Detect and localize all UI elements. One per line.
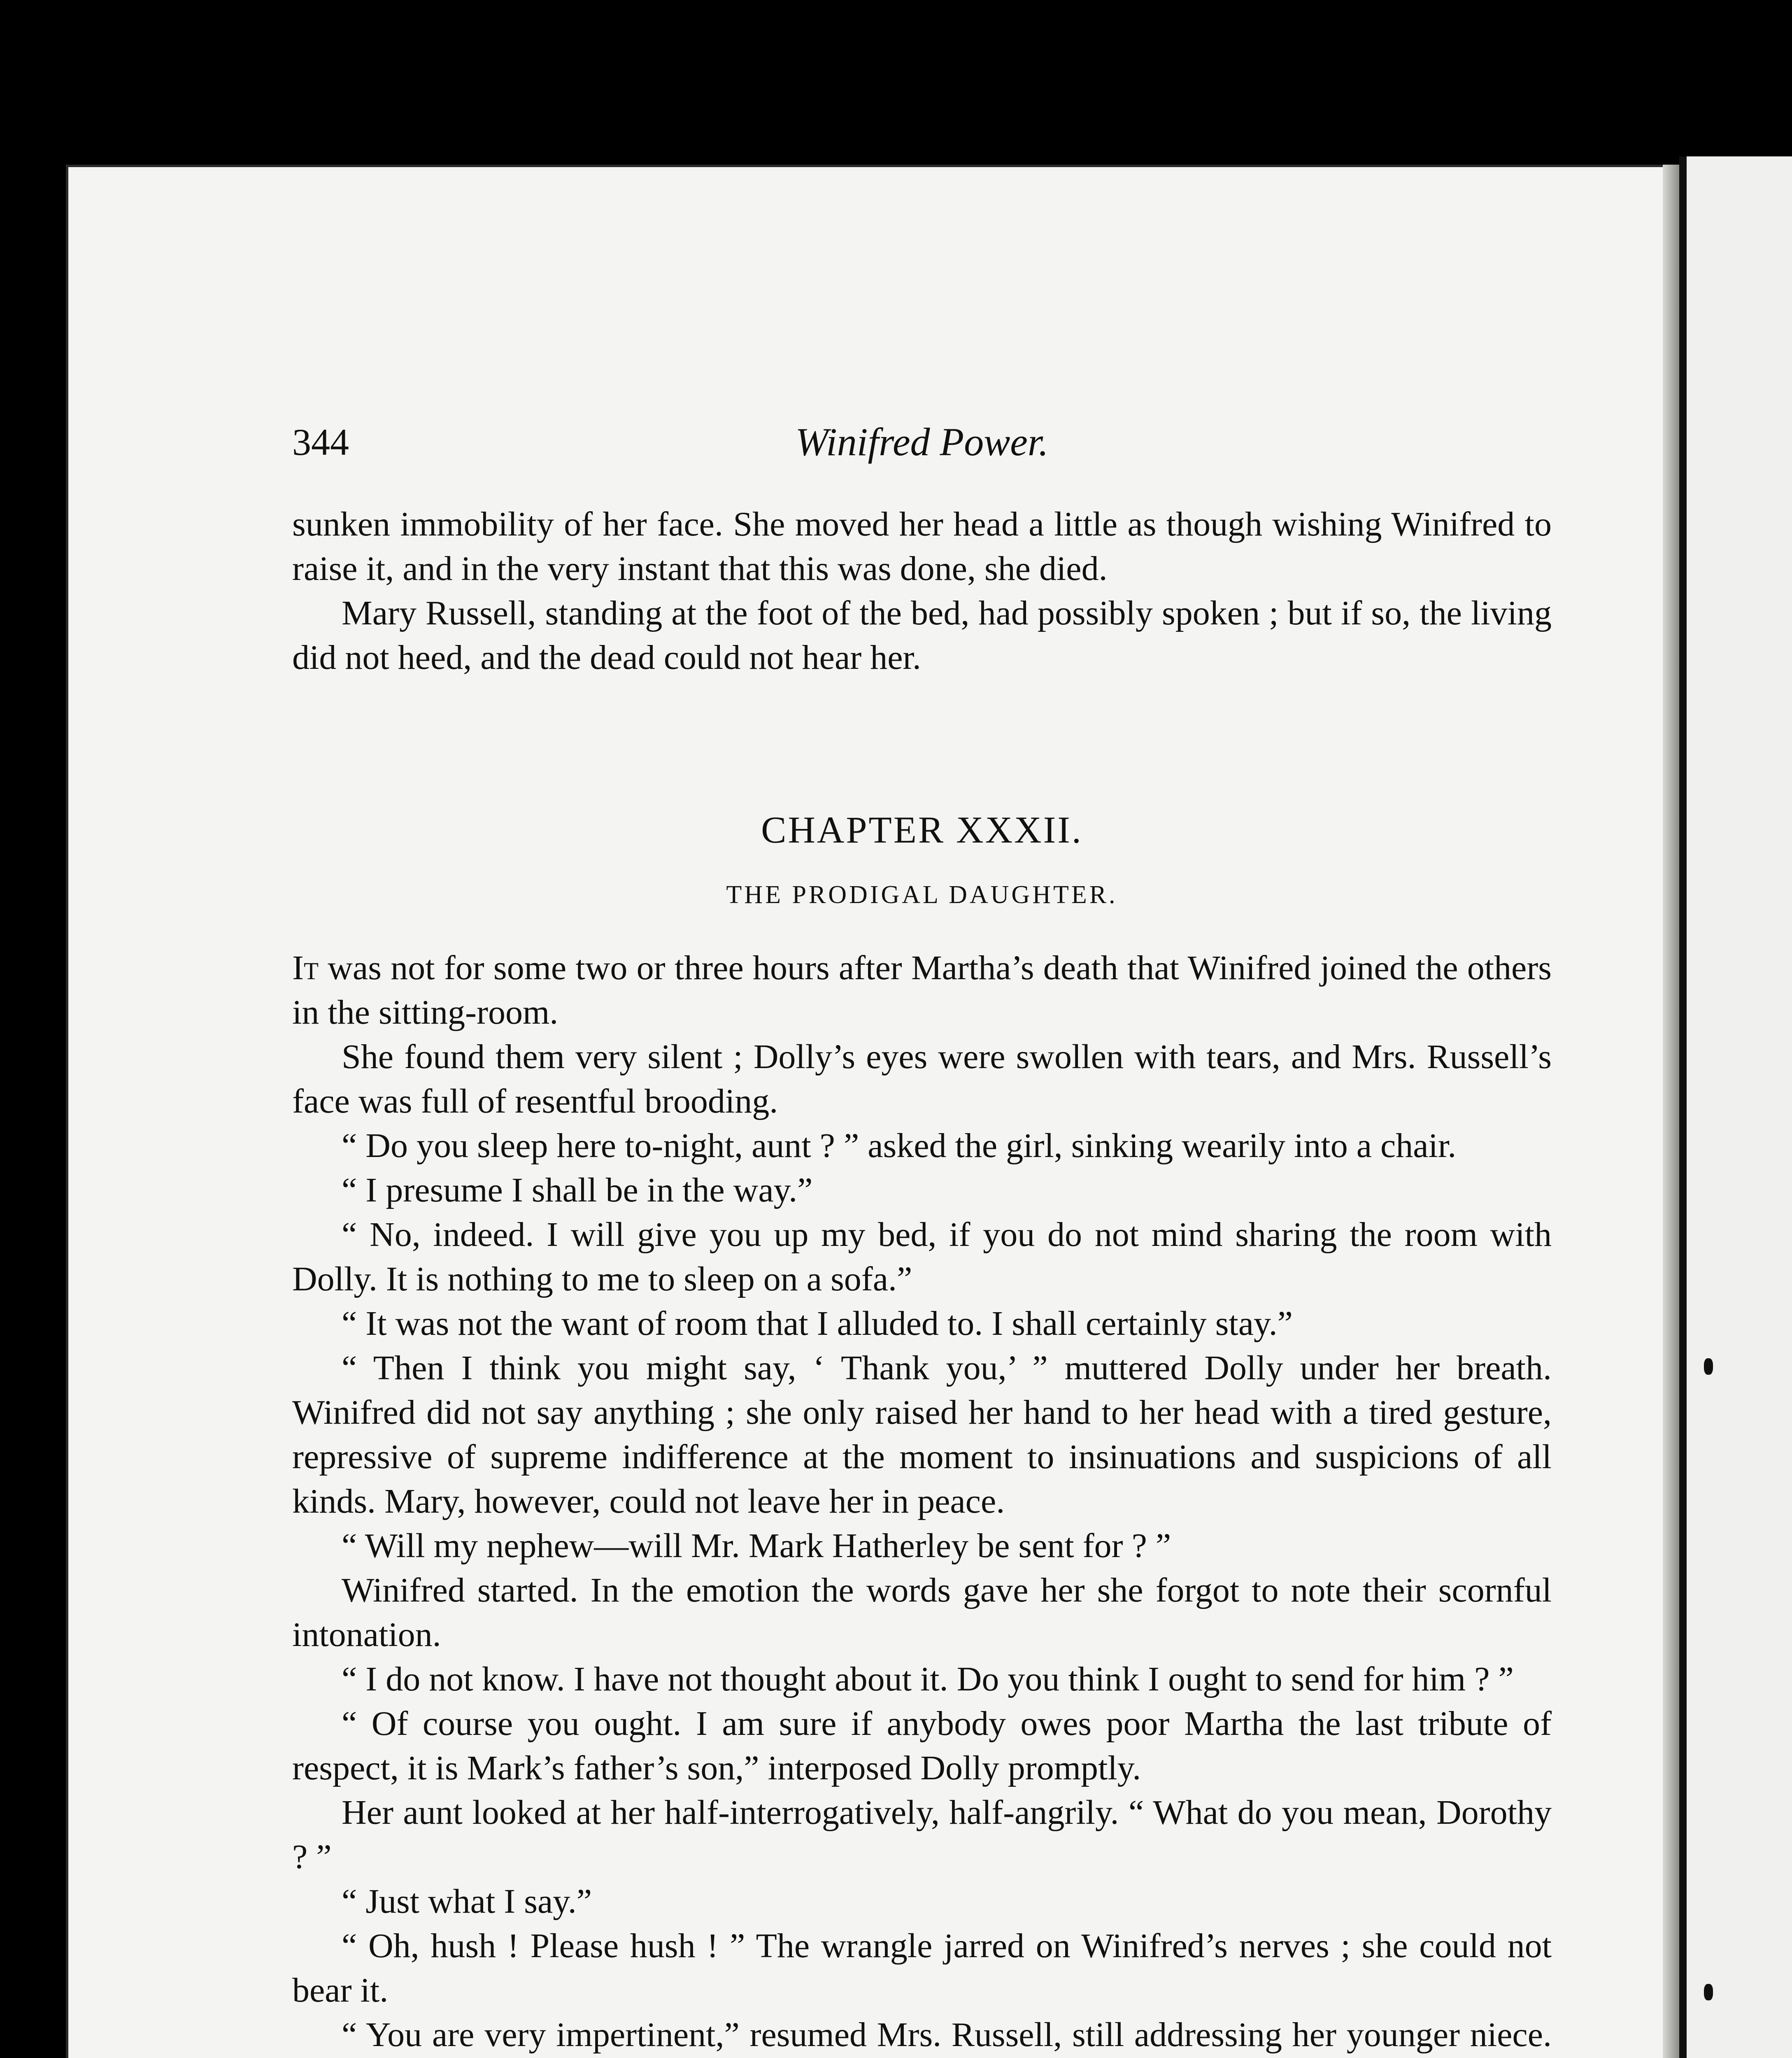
paragraph: “ Will my nephew—will Mr. Mark Hatherley be sent for ? ”	[342, 1527, 1171, 1565]
facing-page-edge	[1679, 156, 1792, 2058]
page-edge-mark	[1704, 1984, 1713, 2000]
paragraph: “ Then I think you might say, ‘ Thank you,’ ” muttered Dolly under her breath. Winifred did not say anything ; she only raised her hand to her head with a tired gesture, repressive of supreme indifference at the moment to insinuations and suspicions of all kinds. Mary, however, could not leave her in peace.	[292, 1349, 1552, 1520]
paragraph: “ I do not know. I have not thought about it. Do you think I ought to send for him ? ”	[342, 1660, 1514, 1698]
running-head	[292, 420, 1552, 477]
opening-text: was not for some two or three hours after Martha’s death that Winifred joined the others in the sitting-room.	[292, 949, 1552, 1031]
book-page	[66, 165, 1679, 2058]
paragraph: “ No, indeed. I will give you up my bed, if you do not mind sharing the room with Dolly. It is nothing to me to sleep on a sofa.”	[292, 1215, 1552, 1298]
paragraph: “ Do you sleep here to-night, aunt ? ” asked the girl, sinking wearily into a chair.	[342, 1127, 1457, 1165]
paragraph: She found them very silent ; Dolly’s eyes were swollen with tears, and Mrs. Russell’s face was full of resentful brooding.	[292, 1038, 1552, 1120]
paragraph: Her aunt looked at her half-interrogatively, half-angrily. “ What do you mean, Dorothy ? ”	[292, 1793, 1552, 1876]
paragraph: Winifred started. In the emotion the words gave her she forgot to note their scornful intonation.	[292, 1571, 1552, 1654]
book-title: Winifred Power.	[795, 420, 1049, 464]
page-edge-mark	[1704, 1358, 1713, 1375]
paragraph: “ You are very impertinent,” resumed Mrs. Russell, still addressing her younger niece.	[342, 2016, 1552, 2054]
chapter-title: THE PRODIGAL DAUGHTER.	[726, 881, 1118, 909]
paragraph: “ Of course you ought. I am sure if anybody owes poor Martha the last tribute of respect, it is Mark’s father’s son,” interposed Dolly promptly.	[292, 1704, 1552, 1787]
paragraph: “ Just what I say.”	[342, 1882, 592, 1921]
text-block	[292, 420, 1552, 2058]
paragraph: “ Oh, hush ! Please hush ! ” The wrangle jarred on Winifred’s nerves ; she could not bear it.	[292, 1927, 1552, 2009]
paragraph: “ I presume I shall be in the way.”	[342, 1171, 813, 1209]
page-gutter-shadow	[1663, 165, 1679, 2058]
opening-word: It	[292, 949, 319, 987]
paragraph: “ It was not the want of room that I alluded to. I shall certainly stay.”	[342, 1304, 1293, 1343]
chapter-heading: CHAPTER XXXII.	[761, 809, 1083, 851]
paragraph: sunken immobility of her face. She moved her head a little as though wishing Winifred to raise it, and in the very instant that this was done, she died.	[292, 505, 1552, 588]
paragraph: Mary Russell, standing at the foot of the bed, had possibly spoken ; but if so, the living did not heed, and the dead could not hear her.	[292, 594, 1552, 677]
page-number: 344	[292, 421, 349, 463]
chapter-opening-paragraph	[292, 946, 1552, 1035]
